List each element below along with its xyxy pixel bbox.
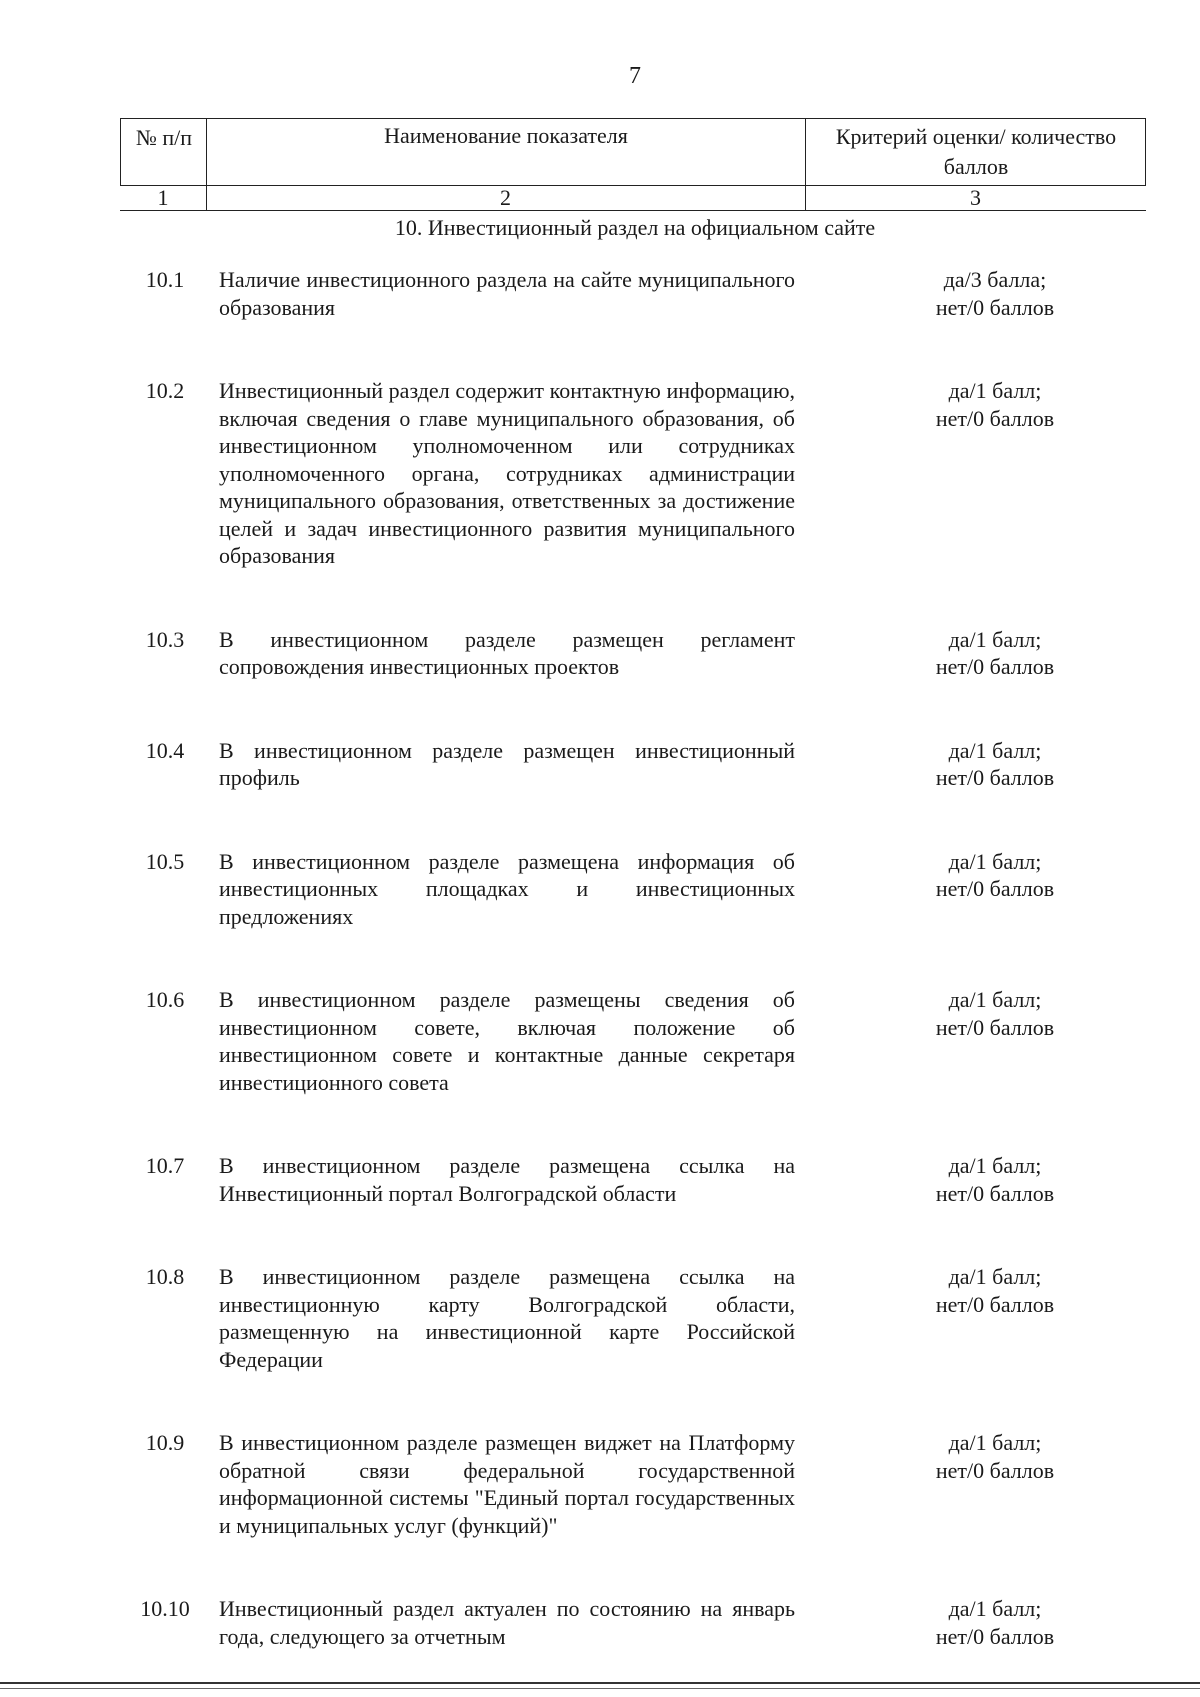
criterion-no: нет/0 баллов <box>935 1457 1055 1483</box>
criterion-no: нет/0 баллов <box>935 405 1055 431</box>
row-indicator: В инвестиционном разделе размещен инвестиционный профиль <box>219 737 795 790</box>
row-criterion <box>870 986 1120 1041</box>
criterion-no: нет/0 баллов <box>935 294 1055 320</box>
header-num-1: 1 <box>157 185 169 210</box>
row-criterion <box>870 1595 1120 1650</box>
header-num-3: 3 <box>970 185 981 210</box>
row-indicator: В инвестиционном разделе размещен виджет на Платформу обратной связи федеральной государственной информационной системы "Единый портал государственных и муниципальных услуг (функций)" <box>219 1430 795 1538</box>
row-number: 10.4 <box>145 737 185 763</box>
row-criterion <box>870 737 1120 792</box>
criterion-yes: да/3 балла; <box>943 267 1047 292</box>
table-row <box>130 986 1130 1096</box>
criterion-no: нет/0 баллов <box>935 1180 1055 1206</box>
criterion-yes: да/1 балл; <box>948 378 1042 403</box>
row-indicator: В инвестиционном разделе размещена информация об инвестиционных площадках и инвестиционных предложениях <box>219 848 795 929</box>
header-num-2: 2 <box>500 185 511 210</box>
row-indicator: Инвестиционный раздел содержит контактную информацию, включая сведения о главе муниципального образования, об инвестиционном уполномоченном или сотрудниках уполномоченного органа, сотрудниках администрации муниципального образования, ответственных за достижение целей и задач инвестиционного развития муниципального образования <box>219 378 795 568</box>
table-row <box>130 737 1130 792</box>
table-row <box>130 1429 1130 1539</box>
table-row <box>130 266 1130 321</box>
row-indicator: В инвестиционном разделе размещена ссылка на инвестиционную карту Волгоградской области, размещенную на инвестиционной карте Российской Федерации <box>219 1264 795 1372</box>
row-number: 10.9 <box>145 1430 185 1455</box>
row-criterion <box>870 266 1120 321</box>
criterion-no: нет/0 баллов <box>935 765 1055 790</box>
criterion-yes: да/1 балл; <box>948 987 1042 1012</box>
row-number: 10.1 <box>145 267 185 292</box>
row-criterion <box>870 626 1120 681</box>
row-criterion <box>870 848 1120 903</box>
header-col-criterion: Критерий оценки/ количество баллов <box>835 124 1117 179</box>
row-indicator: В инвестиционном разделе размещены сведения об инвестиционном совете, включая положение об инвестиционном совете и контактные данные секретаря инвестиционного совета <box>219 987 795 1095</box>
table-row <box>130 1263 1130 1373</box>
criterion-yes: да/1 балл; <box>948 737 1042 763</box>
page-number: 7 <box>629 63 641 89</box>
criterion-no: нет/0 баллов <box>935 876 1055 901</box>
row-number: 10.8 <box>145 1264 185 1289</box>
header-col-number: № п/п <box>135 125 193 150</box>
criterion-no: нет/0 баллов <box>935 1014 1055 1040</box>
criterion-no: нет/0 баллов <box>935 1291 1055 1317</box>
criterion-yes: да/1 балл; <box>948 1264 1042 1289</box>
row-number: 10.3 <box>145 626 185 652</box>
scan-edge-line <box>0 1688 1200 1689</box>
row-indicator: В инвестиционном разделе размещена ссылка на Инвестиционный портал Волгоградской области <box>219 1153 795 1206</box>
row-criterion <box>870 1152 1120 1207</box>
section-title: 10. Инвестиционный раздел на официальном сайте <box>394 215 876 240</box>
indicator-list <box>130 266 1130 1650</box>
criterion-yes: да/1 балл; <box>948 1596 1042 1621</box>
table-header <box>120 118 1146 214</box>
scan-edge-line <box>0 1682 1200 1684</box>
criterion-yes: да/1 балл; <box>948 848 1042 874</box>
criterion-yes: да/1 балл; <box>948 1430 1042 1455</box>
row-number: 10.6 <box>145 987 185 1012</box>
row-number: 10.2 <box>145 378 185 403</box>
header-col-name: Наименование показателя <box>384 123 628 148</box>
row-indicator: Наличие инвестиционного раздела на сайте муниципального образования <box>219 267 795 320</box>
row-number: 10.10 <box>140 1596 190 1621</box>
row-criterion <box>870 1429 1120 1484</box>
table-row <box>130 848 1130 931</box>
table-row <box>130 1595 1130 1650</box>
criterion-yes: да/1 балл; <box>948 626 1042 652</box>
table-row <box>130 1152 1130 1207</box>
row-number: 10.5 <box>145 848 185 874</box>
table-row <box>130 377 1130 570</box>
criterion-no: нет/0 баллов <box>935 654 1055 679</box>
row-criterion <box>870 377 1120 432</box>
criterion-yes: да/1 балл; <box>948 1153 1042 1178</box>
row-number: 10.7 <box>145 1153 185 1178</box>
criterion-no: нет/0 баллов <box>935 1623 1055 1649</box>
row-indicator: В инвестиционном разделе размещен регламент сопровождения инвестиционных проектов <box>219 626 795 679</box>
table-row <box>130 626 1130 681</box>
row-indicator: Инвестиционный раздел актуален по состоянию на январь года, следующего за отчетным <box>219 1596 795 1649</box>
row-criterion <box>870 1263 1120 1318</box>
